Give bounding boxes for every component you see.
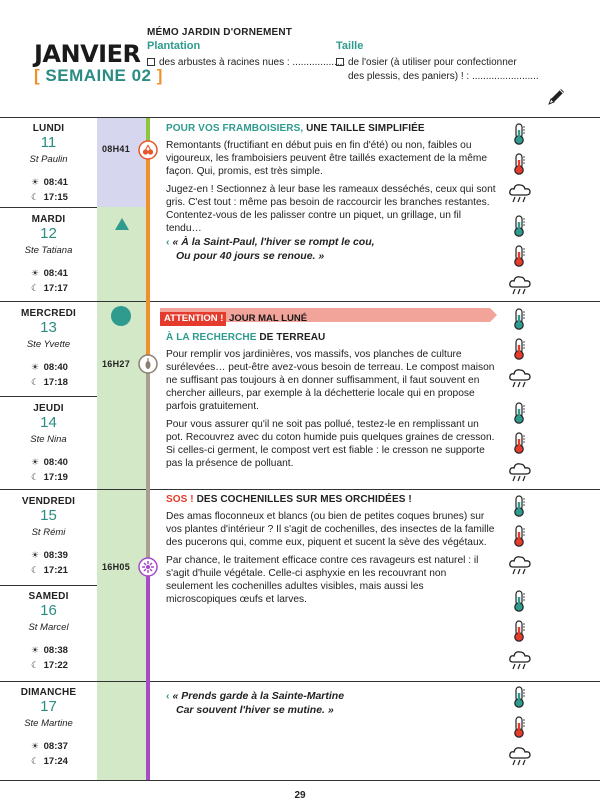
saint-name: St Paulin: [29, 154, 68, 165]
day-number: 15: [40, 507, 57, 524]
rain-cloud-icon: [508, 649, 532, 671]
saint-name: Ste Tatiana: [24, 245, 73, 256]
sun-times: [0, 643, 97, 673]
quote-line: « À la Saint-Paul, l'hiver se rompt le cou,: [172, 236, 375, 248]
quote-line: Ou pour 40 jours se renoue. »: [176, 250, 325, 262]
sunset-time: 17:21: [43, 565, 68, 576]
divider: [0, 681, 600, 682]
saint-name: St Marcel: [28, 622, 69, 633]
memo-title: MÉMO JARDIN D'ORNEMENT: [147, 27, 293, 38]
sunrise-icon: ☀: [31, 645, 40, 655]
paragraph: Par chance, le traitement efficace contre ces ravageurs est naturel : il s'agit d'huile végétale. Celle-ci asphyxie en les recouvrant non seulement les cochenilles adultes visibles, mais aussi les microscopiques œufs et larves.: [166, 555, 479, 605]
taille-text-1: de l'osier (à utiliser pour confectionner: [348, 57, 517, 68]
new-moon-icon: [110, 305, 132, 327]
checkbox[interactable]: [336, 58, 344, 66]
divider: [0, 489, 600, 490]
day-number: 11: [40, 134, 57, 151]
section-title: [166, 332, 496, 343]
day-name: MERCREDI: [21, 308, 76, 319]
moon-band-lavender: [97, 118, 147, 207]
sunrise-icon: ☀: [31, 268, 40, 278]
day-number: 12: [40, 225, 57, 242]
sunset-time: 17:19: [43, 472, 68, 483]
page-number: 29: [294, 790, 306, 801]
sunrise-icon: ☀: [31, 457, 40, 467]
month-title: JANVIER: [34, 40, 141, 68]
moon-time: 16H05: [102, 562, 131, 572]
ascending-moon-icon: [115, 218, 129, 230]
sunrise-time: 08:39: [43, 550, 68, 561]
section-compost: [166, 332, 496, 475]
sun-times: [0, 266, 97, 296]
sunset-time: 17:15: [43, 192, 68, 203]
quote-line: Car souvent l'hiver se mutine. »: [176, 704, 334, 716]
day-block-wednesday: [0, 308, 97, 390]
day-block-monday: [0, 123, 97, 205]
chevron-left-icon: ‹: [166, 236, 170, 248]
plantation-line: [147, 56, 345, 69]
thermometer-hot-icon: [508, 337, 530, 361]
saint-name: Ste Martine: [24, 718, 73, 729]
moon-crescent-icon: ☾: [31, 192, 40, 202]
rain-cloud-icon: [508, 554, 532, 576]
divider: [0, 396, 97, 397]
day-block-thursday: [0, 403, 97, 485]
thermometer-hot-icon: [508, 244, 530, 268]
sunrise-time: 08:41: [43, 177, 68, 188]
saint-name: Ste Nina: [30, 434, 67, 445]
moon-crescent-icon: ☾: [31, 283, 40, 293]
day-name: DIMANCHE: [20, 687, 77, 698]
sunset-time: 17:18: [43, 377, 68, 388]
divider: [0, 780, 600, 781]
week-label: [34, 66, 163, 86]
section-mealybugs: [166, 494, 496, 611]
rain-cloud-icon: [508, 367, 532, 389]
day-name: SAMEDI: [28, 591, 69, 602]
proverb-quote: [166, 689, 496, 717]
attention-label: ATTENTION !: [160, 312, 226, 326]
section-title-rest: DE TERREAU: [256, 332, 326, 343]
attention-text: JOUR MAL LUNÉ: [226, 313, 308, 324]
sunrise-time: 08:37: [43, 741, 68, 752]
sunrise-time: 08:38: [43, 645, 68, 656]
moon-crescent-icon: ☾: [31, 377, 40, 387]
thermometer-hot-icon: [508, 715, 530, 739]
week-bracket-close: ]: [156, 66, 163, 85]
paragraph: Jugez-en ! Sectionnez à leur base les rameaux desséchés, ceux qui sont gris. C'est tout : même pas besoin de raccourcir les branches restantes. Contentez-vous de les palisser contre un piquet, un grillage, un fil tendu…: [166, 184, 496, 234]
day-name: VENDREDI: [21, 496, 76, 507]
rain-cloud-icon: [508, 182, 532, 204]
day-block-sunday: [0, 687, 97, 769]
moon-crescent-icon: ☾: [31, 472, 40, 482]
saint-name: Ste Yvette: [26, 339, 71, 350]
sunset-time: 17:17: [43, 283, 68, 294]
sunrise-icon: ☀: [31, 362, 40, 372]
thermometer-cold-icon: [508, 214, 530, 238]
pen-icon: [545, 86, 567, 108]
sun-times: [0, 548, 97, 578]
thermometer-hot-icon: [508, 431, 530, 455]
thermometer-cold-icon: [508, 494, 530, 518]
rain-cloud-icon: [508, 461, 532, 483]
thermometer-hot-icon: [508, 152, 530, 176]
sun-times: [0, 455, 97, 485]
plantation-heading: Plantation: [147, 40, 201, 52]
moon-crescent-icon: ☾: [31, 565, 40, 575]
divider: [0, 585, 97, 586]
rain-cloud-icon: [508, 274, 532, 296]
taille-text-2: des plessis, des paniers) ! : ........................: [348, 71, 539, 82]
thermometer-hot-icon: [508, 524, 530, 548]
thermometer-cold-icon: [508, 401, 530, 425]
day-number: 17: [40, 698, 57, 715]
day-name: JEUDI: [33, 403, 64, 414]
sunrise-icon: ☀: [31, 177, 40, 187]
saint-name: St Rémi: [31, 527, 66, 538]
banner-arrow: [490, 308, 497, 322]
taille-line: [336, 56, 517, 69]
sun-times: [0, 360, 97, 390]
day-number: 16: [40, 602, 57, 619]
sunrise-time: 08:41: [43, 268, 68, 279]
section-title-accent: SOS !: [166, 494, 194, 505]
section-title-rest: DES COCHENILLES SUR MES ORCHIDÉES !: [193, 494, 412, 505]
divider: [0, 207, 97, 208]
day-block-saturday: [0, 591, 97, 673]
checkbox[interactable]: [147, 58, 155, 66]
sunrise-time: 08:40: [43, 457, 68, 468]
taille-heading: Taille: [336, 40, 364, 52]
attention-banner: [160, 308, 490, 322]
paragraph: Remontants (fructifiant en début puis en fin d'été) ou non, faibles ou vigoureux, les framboisiers peuvent être taillés exactement de la même façon. Qui, promis, est très simple.: [166, 140, 488, 177]
week-text: SEMAINE 02: [45, 66, 152, 85]
section-title-accent: POUR VOS FRAMBOISIERS,: [166, 123, 304, 134]
plantation-text: des arbustes à racines nues : ...................: [159, 57, 346, 68]
week-bracket-open: [: [34, 66, 41, 85]
sunset-time: 17:24: [43, 756, 68, 767]
section-title-accent: À LA RECHERCHE: [166, 332, 257, 343]
section-title: [166, 494, 496, 505]
divider: [0, 117, 600, 118]
thermometer-cold-icon: [508, 589, 530, 613]
thermometer-cold-icon: [508, 685, 530, 709]
day-name: LUNDI: [32, 123, 65, 134]
section-title-rest: UNE TAILLE SIMPLIFIÉE: [303, 123, 425, 134]
day-number: 14: [40, 414, 57, 431]
section-title: [166, 123, 496, 134]
lunar-line-segment: [146, 150, 150, 362]
thermometer-cold-icon: [508, 122, 530, 146]
lunar-line-segment: [146, 567, 150, 780]
moon-crescent-icon: ☾: [31, 660, 40, 670]
proverb-quote: [166, 235, 496, 263]
sunrise-icon: ☀: [31, 741, 40, 751]
day-block-friday: [0, 496, 97, 578]
sun-times: [0, 739, 97, 769]
moon-crescent-icon: ☾: [31, 756, 40, 766]
moon-band-green: [97, 207, 147, 780]
moon-time: 08H41: [102, 144, 131, 154]
sunset-time: 17:22: [43, 660, 68, 671]
flower-day-icon: [138, 557, 158, 577]
root-day-icon: [138, 354, 158, 374]
divider: [0, 301, 600, 302]
moon-time: 16H27: [102, 359, 131, 369]
day-name: MARDI: [31, 214, 66, 225]
fruit-day-icon: [138, 140, 158, 160]
paragraph: Des amas floconneux et blancs (ou bien de petites coques brunes) sur vos plantes d'intérieur ? Il s'agit de cochenilles, des insectes de la famille des pucerons qui, comme eux, piquent et sucent la sève des végétaux.: [166, 511, 495, 548]
paragraph: Pour remplir vos jardinières, vos massifs, vos planches de culture surélevées… peut-être avez-vous besoin de terreau. Le compost maison ne suffisant pas toujours à en donner suffisamment, il faut souvent en chercher ailleurs, par exemple à la déchetterie locale qui en propose parfois gratuitement.: [166, 349, 495, 412]
section-raspberries: [166, 123, 496, 240]
sunrise-icon: ☀: [31, 550, 40, 560]
chevron-left-icon: ‹: [166, 690, 170, 702]
rain-cloud-icon: [508, 745, 532, 767]
sunrise-time: 08:40: [43, 362, 68, 373]
paragraph: Pour vous assurer qu'il ne soit pas pollué, testez-le en remplissant un pot. Recouvrez avec du coton humide puis quelques graines de cresson. Si celles-ci germent, le compost vert est fiable : le cresson ne supporte pas la présence de polluant.: [166, 419, 495, 469]
thermometer-cold-icon: [508, 307, 530, 331]
day-number: 13: [40, 319, 57, 336]
quote-line: « Prends garde à la Sainte-Martine: [172, 690, 345, 702]
day-block-tuesday: [0, 214, 97, 296]
thermometer-hot-icon: [508, 619, 530, 643]
lunar-line-segment: [146, 362, 150, 567]
sun-times: [0, 175, 97, 205]
